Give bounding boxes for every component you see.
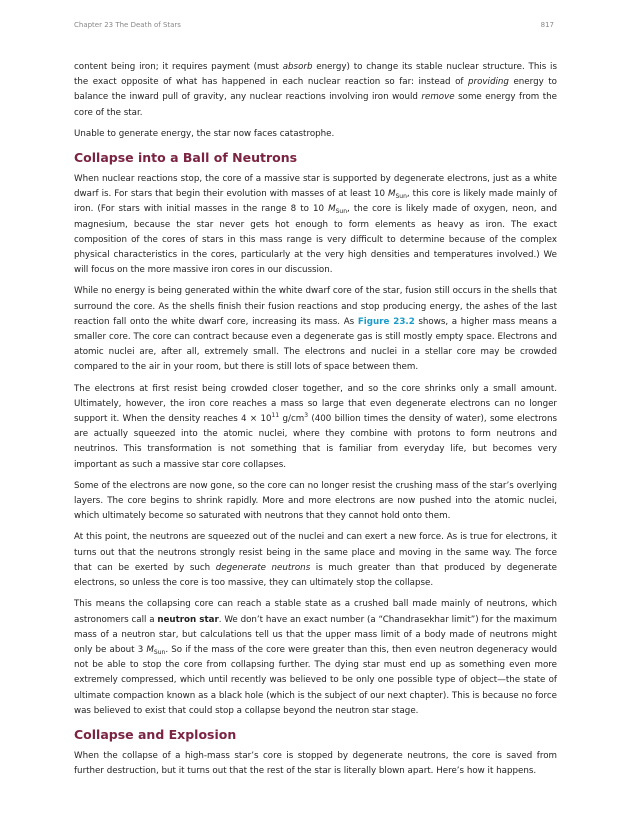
paragraph-core-shrinks: Some of the electrons are now gone, so the core can no longer resist the crushing mass of the star’s overlying layers. The core begins to shrink rapidly. More and more electrons are now pushed into the atomic nuclei, which ultimately become so saturated with neutrons that they cannot hold onto them. xyxy=(74,480,557,522)
section-heading-neutrons: Collapse into a Ball of Neutrons xyxy=(74,150,298,166)
paragraph-degenerate-electrons: When nuclear reactions stop, the core of a massive star is supported by degenerate electrons, just as a white dwarf is. For stars that begin their evolution with masses of at least 10 $M_{Sun}$, this core is likely made mainly of iron. (For stars with initial masses in the range 8 to 10 $M_{Sun}$, the core is likely made of oxygen, neon, and magnesium, because the star never gets hot enough to form elements as heavy as iron. The exact composition of the cores of stars in this mass range is very difficult to determine because of the complex physical characteristics in the cores, particularly at the very high densities and temperatures involved.) We will focus on the more massive iron cores in our discussion. xyxy=(74,174,557,276)
paragraph-catastrophe: Unable to generate energy, the star now faces catastrophe. xyxy=(74,128,335,139)
paragraph-electron-capture: The electrons at first resist being crowded closer together, and so the core shrinks only a small amount. Ultimately, however, the iron core reaches a mass so large that even degenerate electrons can no longer support it. When the density reaches $4 \times 10^{11}$ $g/cm^3$ (400 billion times the density of water), some electrons are actually squeezed into the atomic nuclei, where they combine with protons to form neutrons and neutrinos. This transformation is not something that is familiar from everyday life, but becomes very important as such a massive star core collapses. xyxy=(74,383,557,470)
paragraph-explosion: When the collapse of a high-mass star’s core is stopped by degenerate neutrons, the core is saved from further destruction, but it turns out that the rest of the star is literally blown apart. Here’s how it happens. xyxy=(74,750,557,777)
paragraph-degenerate-neutrons: At this point, the neutrons are squeezed out of the nuclei and can exert a new force. As is true for electrons, it turns out that the neutrons strongly resist being in the same place and moving in the same way. The force that can be exerted by such degenerate neutrons is much greater than that produced by degenerate electrons, so unless the core is too massive, they can ultimately stop the collapse. xyxy=(74,532,557,589)
page-number: 817 xyxy=(540,21,554,29)
paragraph-neutron-star: This means the collapsing core can reach a stable state as a crushed ball made mainly of neutrons, which astronomers call a neutron star. We don’t have an exact number (a “Chandrasekhar limit”) for the maximum mass of a neutron star, but calculations tell us that the upper mass limit of a body made of neutrons might only be about 3 $M_{Sun}$. So if the mass of the core were greater than this, then even neutron degeneracy would not be able to stop the core from collapsing further. The dying star must end up as something even more extremely compressed, which until recently was believed to be only one possible type of object—the state of ultimate compaction known as a black hole (which is the subject of our next chapter). This is because no force was believed to exist that could stop a collapse beyond the neutron star stage. xyxy=(74,599,558,716)
section-heading-explosion: Collapse and Explosion xyxy=(74,726,237,742)
running-header-chapter: Chapter 23 The Death of Stars xyxy=(74,21,181,29)
page-body xyxy=(74,60,557,785)
paragraph-iron-energy: content being iron; it requires payment (must absorb energy) to change its stable nuclear structure. This is the exact opposite of what has happened in each nuclear reaction so far: instead of providing energy to balance the inward pull of gravity, any nuclear reactions involving iron would remove some energy from the core of the star. xyxy=(74,62,557,118)
figure-link[interactable]: Figure 23.2 xyxy=(357,316,415,327)
paragraph-shell-fusion: While no energy is being generated within the white dwarf core of the star, fusion still occurs in the shells that surround the core. As the shells finish their fusion reactions and stop producing energy, the ashes of the last reaction fall onto the white dwarf core, increasing its mass. As Figure 23.2 shows, a higher mass means a smaller core. The core can contract because even a degenerate gas is still mostly empty space. Electrons and atomic nuclei are, after all, extremely small. The electrons and nuclei in a stellar core may be crowded compared to the air in your room, but there is still lots of space between them. xyxy=(74,286,557,373)
